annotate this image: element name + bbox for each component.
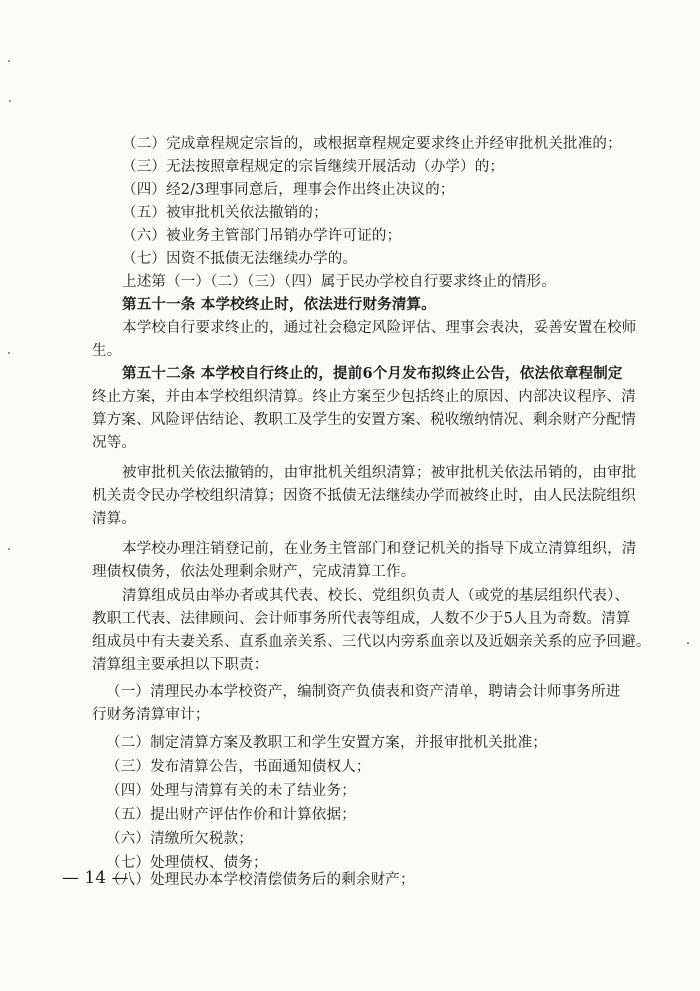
article-51-heading: 第五十一条 本学校终止时，依法进行财务清算。 [122,296,436,313]
text-line: 理债权债务，依法处理剩余财产，完成清算工作。 [92,564,416,580]
text-line: （一）清理民办本学校资产，编制资产负债表和资产清单，聘请会计师事务所进 [106,684,621,700]
scan-speck [8,60,10,62]
scan-speck [8,352,10,354]
text-line: 本学校自行要求终止的，通过社会稳定风险评估、理事会表决，妥善安置在校师 [122,320,637,336]
scan-speck [9,100,11,102]
text-line: （七）因资不抵债无法继续办学的。 [122,251,358,267]
text-line: 清算。 [92,511,137,527]
text-line: （五）提出财产评估作价和计算依据； [106,807,356,823]
text-line: 被审批机关依法撤销的，由审批机关组织清算；被审批机关依法吊销的，由审批 [122,465,637,481]
scan-speck [8,548,10,550]
text-line: （二）完成章程规定宗旨的，或根据章程规定要求终止并经审批机关批准的； [122,136,622,152]
text-line: （四）经2/3理事同意后，理事会作出终止决议的； [122,182,455,198]
text-line: 机关责令民办学校组织清算；因资不抵债无法继续办学而被终止时，由人民法院组织 [92,488,636,504]
text-line: （五）被审批机关依法撤销的； [122,205,328,221]
text-line: 本学校办理注销登记前，在业务主管部门和登记机关的指导下成立清算组织，清 [122,541,637,557]
text-line: （三）无法按照章程规定的宗旨继续开展活动（办学）的； [122,159,505,175]
text-line: 行财务清算审计； [92,707,210,723]
page-number: — 14 — [62,868,129,888]
text-line: （七）处理债权、债务； [106,855,268,871]
text-line: 教职工代表、法律顾问、会计师事务所代表等组成，人数不少于5人且为奇数。清算 [92,611,631,627]
text-line: （八）处理民办本学校清偿债务后的剩余财产； [106,872,415,888]
text-line: 算方案、风险评估结论、教职工及学生的安置方案、税收缴纳情况、剩余财产分配情 [92,412,636,428]
text-line: 况等。 [92,435,137,451]
text-line: 生。 [92,343,122,359]
text-line: （六）清缴所欠税款； [106,831,253,847]
text-line: 清算组成员由举办者或其代表、校长、党组织负责人（或党的基层组织代表）、 [122,588,630,604]
article-52-heading: 第五十二条 本学校自行终止的，提前6个月发布拟终止公告，依法依章程制定 [122,365,623,382]
text-line: 清算组主要承担以下职责： [92,657,269,673]
text-line: （三）发布清算公告，书面通知债权人； [106,759,371,775]
text-line: 组成员中有夫妻关系、直系血亲关系、三代以内旁系血亲以及近姻亲关系的应予回避。 [92,634,651,650]
text-line: （六）被业务主管部门吊销办学许可证的； [122,228,402,244]
text-line: （四）处理与清算有关的未了结业务； [106,783,356,799]
scan-speck [687,642,689,644]
text-line: 上述第（一）（二）（三）（四）属于民办学校自行要求终止的情形。 [122,274,556,290]
text-line: （二）制定清算方案及教职工和学生安置方案，并报审批机关批准； [106,735,547,751]
text-line: 终止方案，并由本学校组织清算。终止方案至少包括终止的原因、内部决议程序、清 [92,389,636,405]
